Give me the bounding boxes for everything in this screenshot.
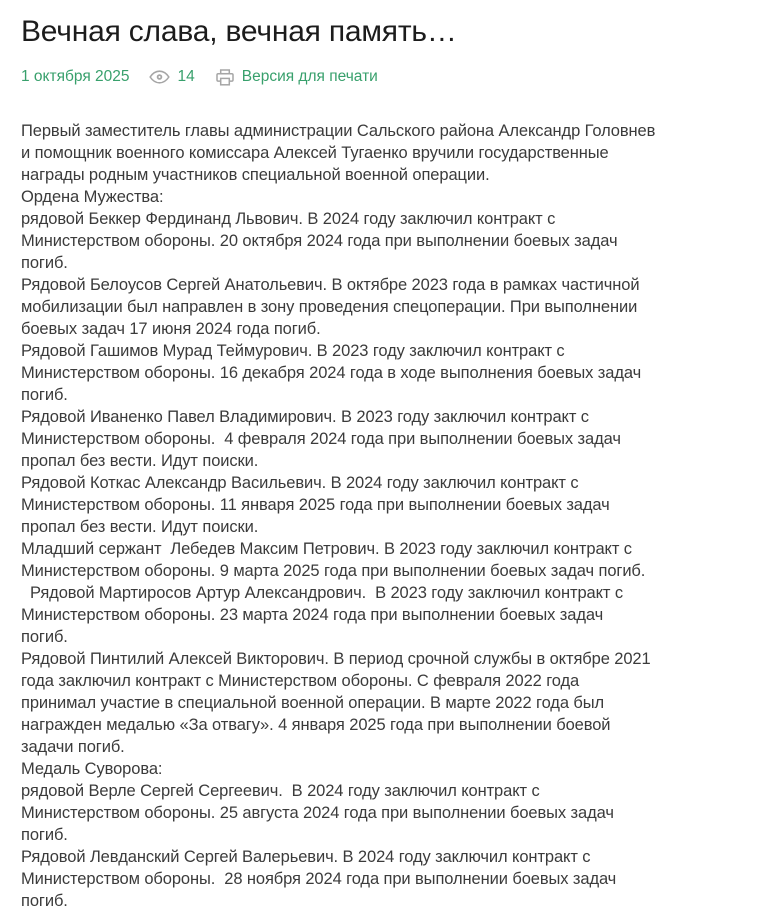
text-line: погиб. [21, 826, 68, 844]
text-line: задачи погиб. [21, 738, 125, 756]
text-line: Первый заместитель главы администрации Сальского района Александр Головнев [21, 122, 656, 140]
text-line: Министерством обороны. 23 марта 2024 года при выполнении боевых задач [21, 606, 604, 624]
text-line: погиб. [21, 892, 68, 910]
article-paragraph [21, 340, 746, 406]
print-version-label: Версия для печати [241, 68, 378, 85]
text-line: погиб. [21, 628, 68, 646]
text-line: Рядовой Коткас Александр Васильевич. В 2024 году заключил контракт с [21, 474, 579, 492]
text-line: Рядовой Белоусов Сергей Анатольевич. В октябре 2023 года в рамках частичной [21, 276, 640, 294]
text-line: погиб. [21, 386, 68, 404]
text-line: Медаль Суворова: [21, 760, 163, 778]
text-line: погиб. [21, 254, 68, 272]
text-line: боевых задач 17 июня 2024 года погиб. [21, 320, 321, 338]
text-line: рядовой Верле Сергей Сергеевич. В 2024 году заключил контракт с [21, 782, 540, 800]
views-count: 14 [177, 68, 195, 85]
article-paragraph [21, 186, 746, 208]
text-line: Младший сержант Лебедев Максим Петрович. В 2023 году заключил контракт с [21, 540, 632, 558]
text-line: Ордена Мужества: [21, 188, 164, 206]
article-paragraph [21, 538, 746, 582]
text-line: Министерством обороны. 4 февраля 2024 года при выполнении боевых задач [21, 430, 621, 448]
text-line: Министерством обороны. 11 января 2025 года при выполнении боевых задач [21, 496, 610, 514]
article-meta [21, 67, 746, 87]
text-line: Рядовой Гашимов Мурад Теймурович. В 2023 году заключил контракт с [21, 342, 565, 360]
printer-icon [216, 69, 234, 86]
text-line: награжден медалью «За отвагу». 4 января 2025 года при выполнении боевой [21, 716, 611, 734]
text-line: Министерством обороны. 20 октября 2024 года при выполнении боевых задач [21, 232, 618, 250]
text-line: Рядовой Иваненко Павел Владимирович. В 2023 году заключил контракт с [21, 408, 589, 426]
page-title: Вечная слава, вечная память… [21, 15, 457, 48]
text-line: Министерством обороны. 16 декабря 2024 года в ходе выполнения боевых задач [21, 364, 642, 382]
text-line: Министерством обороны. 9 марта 2025 года при выполнении боевых задач погиб. [21, 562, 646, 580]
article-paragraph [21, 406, 746, 472]
text-line: пропал без вести. Идут поиски. [21, 518, 259, 536]
text-line: Министерством обороны. 25 августа 2024 года при выполнении боевых задач [21, 804, 614, 822]
article-paragraph [21, 846, 746, 911]
article-paragraph [21, 274, 746, 340]
text-line: Рядовой Левданский Сергей Валерьевич. В 2024 году заключил контракт с [21, 848, 591, 866]
text-line: Министерством обороны. 28 ноября 2024 года при выполнении боевых задач [21, 870, 617, 888]
print-version-link[interactable] [216, 68, 378, 86]
article-paragraph [21, 208, 746, 274]
text-line: награды родным участников специальной военной операции. [21, 166, 490, 184]
text-line: рядовой Беккер Фердинанд Львович. В 2024 году заключил контракт с [21, 210, 556, 228]
text-line: мобилизации был направлен в зону проведения спецоперации. При выполнении [21, 298, 638, 316]
text-line: Рядовой Мартиросов Артур Александрович. В 2023 году заключил контракт с [21, 584, 624, 602]
publish-date: 1 октября 2025 [21, 68, 130, 85]
text-line: и помощник военного комиссара Алексей Тугаенко вручили государственные [21, 144, 609, 162]
views-counter [149, 68, 195, 86]
text-line: принимал участие в специальной военной операции. В марте 2022 года был [21, 694, 605, 712]
article-paragraph [21, 648, 746, 758]
article-paragraph [21, 472, 746, 538]
text-line: Рядовой Пинтилий Алексей Викторович. В период срочной службы в октябре 2021 [21, 650, 651, 668]
article-paragraph [21, 120, 746, 186]
text-line: пропал без вести. Идут поиски. [21, 452, 259, 470]
article-paragraph [21, 758, 746, 780]
eye-icon [149, 70, 170, 84]
article-paragraph [21, 780, 746, 846]
article-body [21, 120, 746, 911]
article-paragraph [21, 582, 746, 648]
text-line: года заключил контракт с Министерством обороны. С февраля 2022 года [21, 672, 580, 690]
